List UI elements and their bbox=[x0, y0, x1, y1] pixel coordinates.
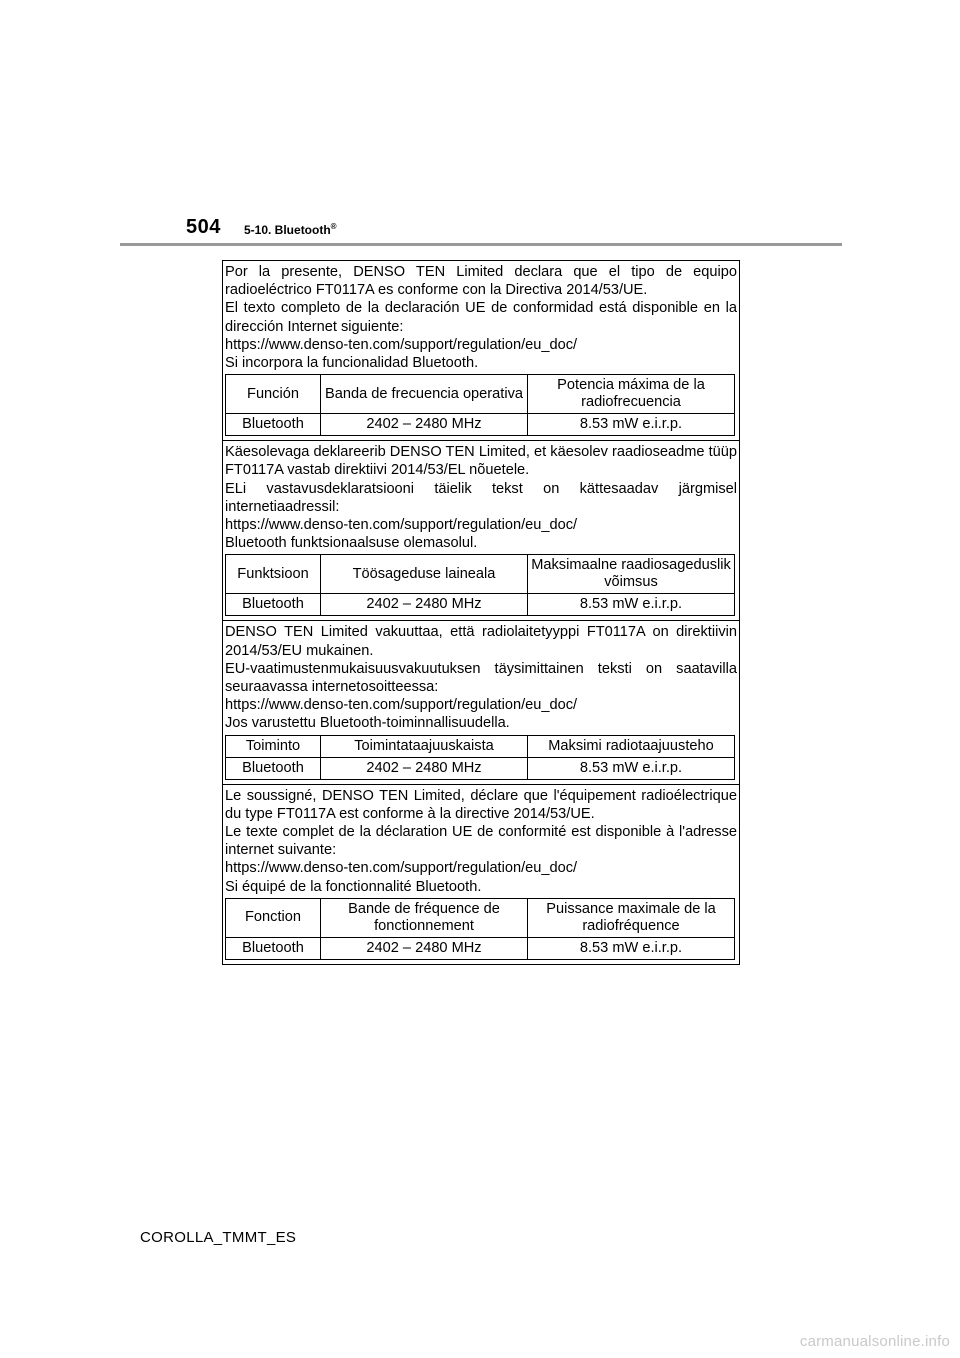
table-cell: 8.53 mW e.i.r.p. bbox=[528, 937, 735, 959]
table-row bbox=[226, 757, 735, 779]
watermark: carmanualsonline.info bbox=[799, 1333, 950, 1350]
table-header-cell: Funktsioon bbox=[226, 555, 321, 594]
table-cell: 2402 – 2480 MHz bbox=[321, 757, 528, 779]
table-header-row bbox=[226, 735, 735, 757]
declaration-text: Le soussigné, DENSO TEN Limited, déclare que l'équipement radioélectrique du type FT0117A est conforme à la directive 2014/53/UE. bbox=[225, 787, 737, 822]
table-cell: 2402 – 2480 MHz bbox=[321, 937, 528, 959]
page-number: 504 bbox=[186, 216, 221, 238]
table-header-cell: Función bbox=[226, 375, 321, 414]
table-cell: Bluetooth bbox=[226, 594, 321, 616]
bluetooth-note: Jos varustettu Bluetooth-toiminnallisuudella. bbox=[225, 715, 510, 732]
table-cell: 8.53 mW e.i.r.p. bbox=[528, 414, 735, 436]
table-header-cell: Töösageduse laineala bbox=[321, 555, 528, 594]
section-title-text: 5-10. Bluetooth bbox=[244, 223, 331, 237]
table-header-cell: Maksimaalne raadiosageduslik võimsus bbox=[528, 555, 735, 594]
declaration-url: https://www.denso-ten.com/support/regulation/eu_doc/ bbox=[225, 517, 578, 534]
table-header-cell: Potencia máxima de la radiofrecuencia bbox=[528, 375, 735, 414]
declaration-text: Por la presente, DENSO TEN Limited declara que el tipo de equipo radioeléctrico FT0117A es conforme con la Directiva 2014/53/UE. bbox=[225, 264, 737, 299]
table-row bbox=[226, 594, 735, 616]
table-header-cell: Maksimi radiotaajuusteho bbox=[528, 735, 735, 757]
table-cell: 8.53 mW e.i.r.p. bbox=[528, 757, 735, 779]
table-header-row bbox=[226, 555, 735, 594]
table-cell: Bluetooth bbox=[226, 414, 321, 436]
declaration-block-et bbox=[223, 441, 739, 621]
bluetooth-note: Si équipé de la fonctionnalité Bluetooth. bbox=[225, 878, 482, 895]
table-row bbox=[226, 937, 735, 959]
table-header-cell: Bande de fréquence de fonctionnement bbox=[321, 898, 528, 937]
declaration-url: https://www.denso-ten.com/support/regulation/eu_doc/ bbox=[225, 336, 578, 353]
table-header-cell: Toimintataajuuskaista bbox=[321, 735, 528, 757]
table-row bbox=[226, 414, 735, 436]
table-header-cell: Puissance maximale de la radiofréquence bbox=[528, 898, 735, 937]
table-cell: 8.53 mW e.i.r.p. bbox=[528, 594, 735, 616]
table-header-row bbox=[226, 898, 735, 937]
table-header-cell: Banda de frecuencia operativa bbox=[321, 375, 528, 414]
bluetooth-note: Bluetooth funktsionaalsuse olemasolul. bbox=[225, 535, 478, 552]
table-cell: Bluetooth bbox=[226, 937, 321, 959]
declaration-url: https://www.denso-ten.com/support/regulation/eu_doc/ bbox=[225, 860, 578, 877]
full-text-info: ELi vastavusdeklaratsiooni täielik tekst on kättesaadav järgmisel internetiaadressil: bbox=[225, 480, 737, 515]
declaration-block-es bbox=[223, 261, 739, 441]
spec-table bbox=[225, 374, 735, 436]
table-header-cell: Fonction bbox=[226, 898, 321, 937]
spec-table bbox=[225, 898, 735, 960]
spec-table bbox=[225, 735, 735, 780]
bluetooth-note: Si incorpora la funcionalidad Bluetooth. bbox=[225, 355, 479, 372]
table-header-cell: Toiminto bbox=[226, 735, 321, 757]
table-cell: 2402 – 2480 MHz bbox=[321, 594, 528, 616]
declaration-text: DENSO TEN Limited vakuuttaa, että radiolaitetyyppi FT0117A on direktiivin 2014/53/EU mukainen. bbox=[225, 624, 737, 659]
declaration-url: https://www.denso-ten.com/support/regulation/eu_doc/ bbox=[225, 697, 578, 714]
declaration-text: Käesolevaga deklareerib DENSO TEN Limited, et käesolev raadioseadme tüüp FT0117A vastab direktiivi 2014/53/EL nõuetele. bbox=[225, 444, 737, 479]
table-cell: Bluetooth bbox=[226, 757, 321, 779]
declaration-block-fr bbox=[223, 785, 739, 964]
section-title bbox=[244, 222, 337, 237]
registered-mark: ® bbox=[330, 222, 337, 231]
full-text-info: El texto completo de la declaración UE de conformidad está disponible en la dirección Internet siguiente: bbox=[225, 300, 737, 335]
full-text-info: EU-vaatimustenmukaisuusvakuutuksen täysimittainen teksti on saatavilla seuraavassa internetosoitteessa: bbox=[225, 660, 737, 696]
declaration-block-fi bbox=[223, 621, 739, 784]
table-header-row bbox=[226, 375, 735, 414]
declaration-box bbox=[222, 260, 740, 965]
full-text-info: Le texte complet de la déclaration UE de conformité est disponible à l'adresse internet suivante: bbox=[225, 824, 737, 859]
table-cell: 2402 – 2480 MHz bbox=[321, 414, 528, 436]
spec-table bbox=[225, 554, 735, 616]
header-rule bbox=[120, 243, 842, 246]
document-code: COROLLA_TMMT_ES bbox=[140, 1229, 297, 1246]
